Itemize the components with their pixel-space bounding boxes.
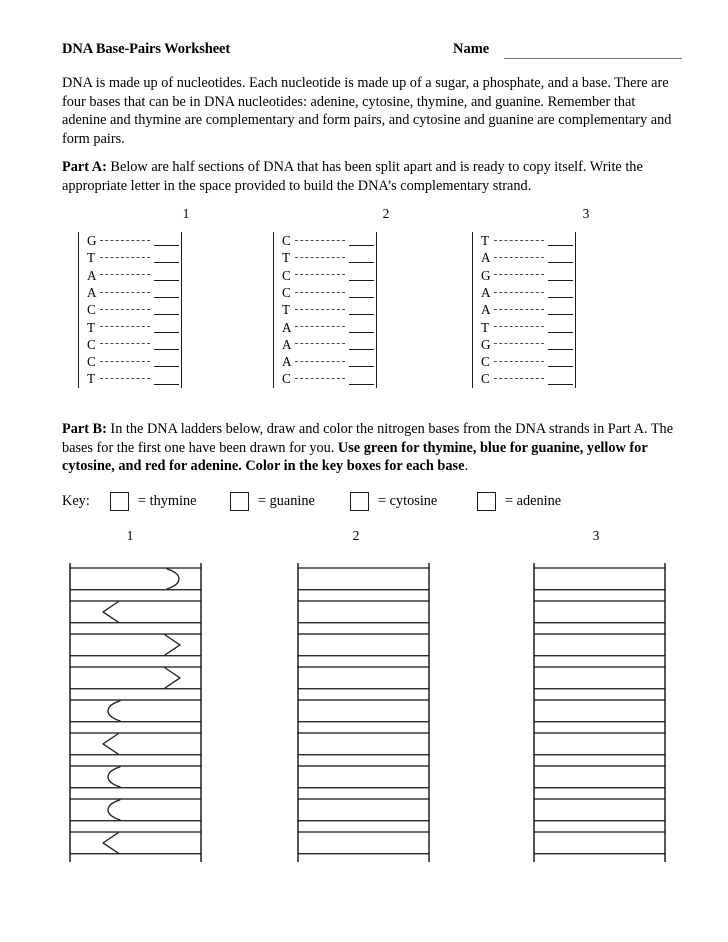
key-swatch-cytosine[interactable] [350,492,369,511]
key-text-guanine: = guanine [258,492,315,509]
key-item-guanine [230,490,315,512]
base-connector-dashes [494,292,544,293]
base-answer-blank[interactable] [349,366,374,367]
base-answer-blank[interactable] [548,297,573,298]
base-answer-blank[interactable] [349,349,374,350]
part-b-column-numbers [62,528,682,546]
base-row [274,336,376,353]
base-connector-dashes [295,309,345,310]
nitrogen-base-shape [108,800,120,820]
base-answer-blank[interactable] [154,262,179,263]
part-a-column-number-1: 1 [182,206,190,221]
base-row [79,353,181,370]
base-letter: C [282,233,291,249]
key-swatch-guanine[interactable] [230,492,249,511]
base-connector-dashes [295,343,345,344]
base-connector-dashes [100,274,150,275]
base-answer-blank[interactable] [548,280,573,281]
dna-ladder-1 [70,563,201,862]
name-input-line[interactable] [504,58,682,59]
nitrogen-base-shape [103,833,118,853]
base-row [473,336,575,353]
base-connector-dashes [100,378,150,379]
base-letter: T [87,250,96,266]
base-connector-dashes [494,274,544,275]
part-b-instructions-end: . [464,458,469,475]
key-text-thymine: = thymine [138,492,197,509]
base-letter: A [87,284,97,300]
base-letter: G [87,233,97,249]
base-connector-dashes [100,343,150,344]
part-b-instructions-text: In the DNA ladders below, draw and color the nitrogen bases from the DNA strands in Part A. The bases for the first one have been drawn for you. [62,421,674,456]
base-answer-blank[interactable] [349,314,374,315]
base-answer-blank[interactable] [349,245,374,246]
base-answer-blank[interactable] [548,262,573,263]
base-letter: C [282,267,291,283]
header [62,41,682,63]
base-row [79,318,181,335]
key-item-adenine [477,490,561,512]
strand-column-3 [472,232,576,388]
base-answer-blank[interactable] [349,280,374,281]
name-label: Name [453,41,490,57]
base-letter: T [87,371,96,387]
base-row [79,249,181,266]
base-letter: T [481,233,490,249]
base-connector-dashes [295,292,345,293]
base-letter: A [282,354,292,370]
base-answer-blank[interactable] [349,384,374,385]
base-answer-blank[interactable] [154,366,179,367]
part-b-column-number-2: 2 [352,528,360,543]
base-connector-dashes [295,378,345,379]
base-row [473,318,575,335]
base-letter: G [481,336,491,352]
intro-paragraph [62,74,683,148]
base-letter: A [481,250,491,266]
part-a-column-number-2: 2 [382,206,390,221]
base-letter: G [481,267,491,283]
key-label: Key: [62,493,90,509]
part-b-instructions-bold: Use green for thymine, blue for guanine, yellow for cytosine, and red for adenine. Color in the key boxes for each base [62,439,648,475]
key-item-cytosine [350,490,437,512]
base-letter: T [87,319,96,335]
dna-ladder-2 [298,563,429,862]
base-connector-dashes [295,274,345,275]
base-connector-dashes [494,343,544,344]
base-row [274,232,376,249]
base-letter: T [481,319,490,335]
base-letter: C [481,371,490,387]
base-letter: C [282,284,291,300]
base-row [274,353,376,370]
base-row [473,267,575,284]
nitrogen-base-shape [103,602,118,622]
nitrogen-base-shape [108,701,120,721]
base-row [473,232,575,249]
base-row [79,284,181,301]
base-letter: C [87,354,96,370]
base-connector-dashes [100,292,150,293]
base-row [274,301,376,318]
base-letter: A [481,284,491,300]
part-b-instructions [62,420,686,476]
intro-paragraph-text: DNA is made up of nucleotides. Each nucleotide is made up of a sugar, a phosphate, and a base. There are four bases that can be in DNA nucleotides: adenine, cytosine, thymine, and guanine. Remember that adenine and thymine are complementary and form pairs, and cytosine and guanine are complementary and form pairs. [62,75,672,147]
base-row [79,301,181,318]
key-text-cytosine: = cytosine [378,492,438,509]
part-a-instructions-text: Below are half sections of DNA that has been split apart and is ready to copy itself. Write the appropriate letter in the space provided to build the DNA’s complementary strand. [62,159,643,194]
base-row [79,370,181,387]
key-swatch-thymine[interactable] [110,492,129,511]
key-text-adenine: = adenine [505,492,562,509]
base-answer-blank[interactable] [154,245,179,246]
base-row [79,232,181,249]
base-answer-blank[interactable] [548,314,573,315]
base-letter: C [87,336,96,352]
part-a-column-numbers [62,206,682,224]
base-answer-blank[interactable] [548,366,573,367]
base-answer-blank[interactable] [349,262,374,263]
base-letter: T [282,302,291,318]
base-letter: C [282,371,291,387]
base-connector-dashes [100,309,150,310]
base-answer-blank[interactable] [548,245,573,246]
base-connector-dashes [494,361,544,362]
nitrogen-base-shape [167,569,179,589]
base-row [79,267,181,284]
part-b-column-number-1: 1 [126,528,134,543]
base-answer-blank[interactable] [154,280,179,281]
base-answer-blank[interactable] [154,332,179,333]
strand-column-2 [273,232,377,388]
dna-ladder-3 [534,563,665,862]
base-connector-dashes [295,257,345,258]
base-answer-blank[interactable] [154,297,179,298]
base-answer-blank[interactable] [349,332,374,333]
part-a-strands [62,232,682,390]
base-answer-blank[interactable] [548,384,573,385]
base-letter: C [481,354,490,370]
base-answer-blank[interactable] [154,384,179,385]
strand-column-1 [78,232,182,388]
base-connector-dashes [100,361,150,362]
part-b-column-number-3: 3 [592,528,600,543]
base-row [473,249,575,266]
base-connector-dashes [100,257,150,258]
base-answer-blank[interactable] [349,297,374,298]
base-row [473,353,575,370]
page-title: DNA Base-Pairs Worksheet [62,41,231,57]
base-connector-dashes [100,240,150,241]
base-row [79,336,181,353]
base-connector-dashes [494,257,544,258]
base-letter: A [282,319,292,335]
nitrogen-base-shape [103,734,118,754]
base-row [274,249,376,266]
base-connector-dashes [494,326,544,327]
base-answer-blank[interactable] [154,314,179,315]
base-connector-dashes [295,240,345,241]
part-a-column-number-3: 3 [582,206,590,221]
base-answer-blank[interactable] [548,349,573,350]
base-connector-dashes [100,326,150,327]
key-swatch-adenine[interactable] [477,492,496,511]
base-row [473,301,575,318]
nitrogen-base-shape [108,767,120,787]
base-row [274,370,376,387]
part-a-label: Part A: [62,159,107,175]
nitrogen-base-shape [165,668,180,688]
base-letter: T [282,250,291,266]
base-connector-dashes [494,378,544,379]
base-row [274,284,376,301]
base-answer-blank[interactable] [154,349,179,350]
part-b-label: Part B: [62,421,107,437]
base-row [274,318,376,335]
base-letter: A [87,267,97,283]
base-connector-dashes [295,326,345,327]
base-connector-dashes [494,240,544,241]
base-row [473,284,575,301]
base-connector-dashes [494,309,544,310]
base-letter: A [481,302,491,318]
key-row [62,490,682,514]
base-letter: C [87,302,96,318]
nitrogen-base-shape [165,635,180,655]
base-row [473,370,575,387]
key-item-thymine [110,490,197,512]
base-answer-blank[interactable] [548,332,573,333]
base-connector-dashes [295,361,345,362]
base-letter: A [282,336,292,352]
part-a-instructions [62,158,683,195]
base-row [274,267,376,284]
